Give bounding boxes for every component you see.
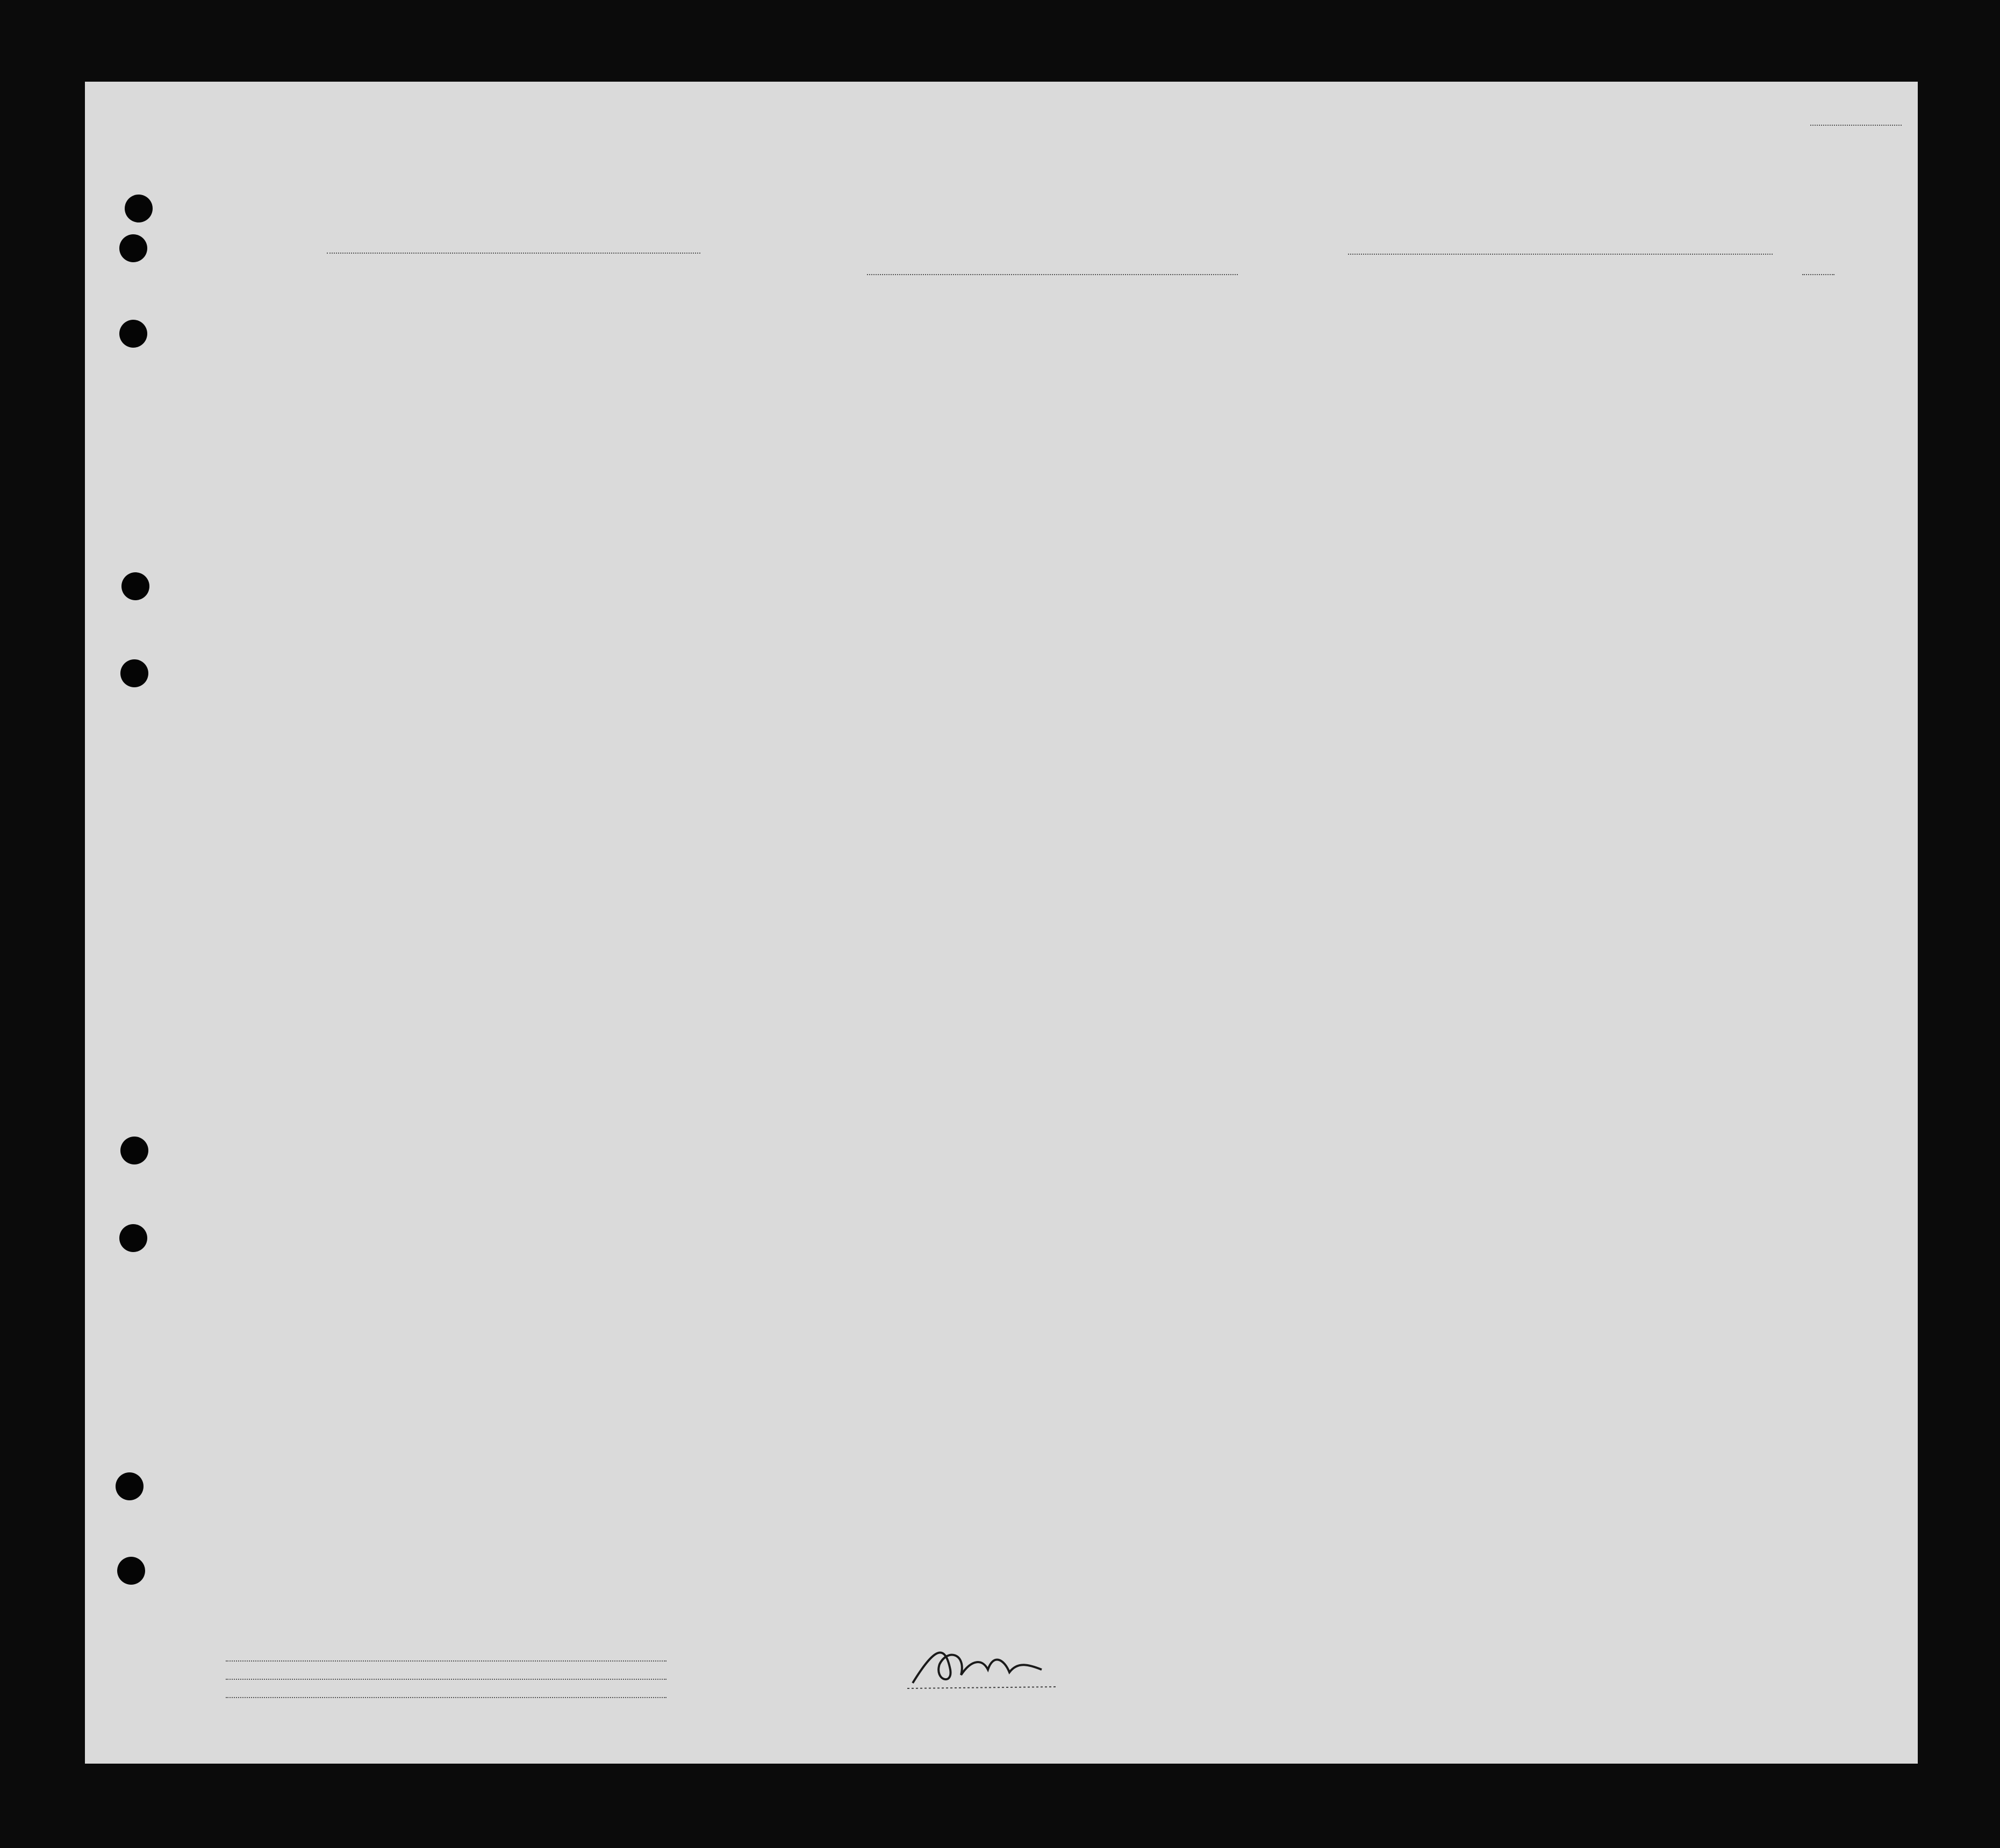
punch-hole [120,659,148,687]
punch-hole [119,1224,147,1252]
punch-hole [120,1137,148,1164]
punch-hole [125,195,153,222]
table-grid [85,82,1918,1764]
owners-value [226,1679,666,1680]
punch-hole [121,572,149,600]
punch-hole [119,320,147,348]
punch-hole [119,234,147,262]
punch-hole [117,1557,145,1585]
punch-hole [116,1472,144,1500]
inspector-signature [902,1637,1063,1696]
manifest-sheet [85,82,1918,1764]
agents-value [226,1697,666,1698]
line-value [226,1660,666,1662]
